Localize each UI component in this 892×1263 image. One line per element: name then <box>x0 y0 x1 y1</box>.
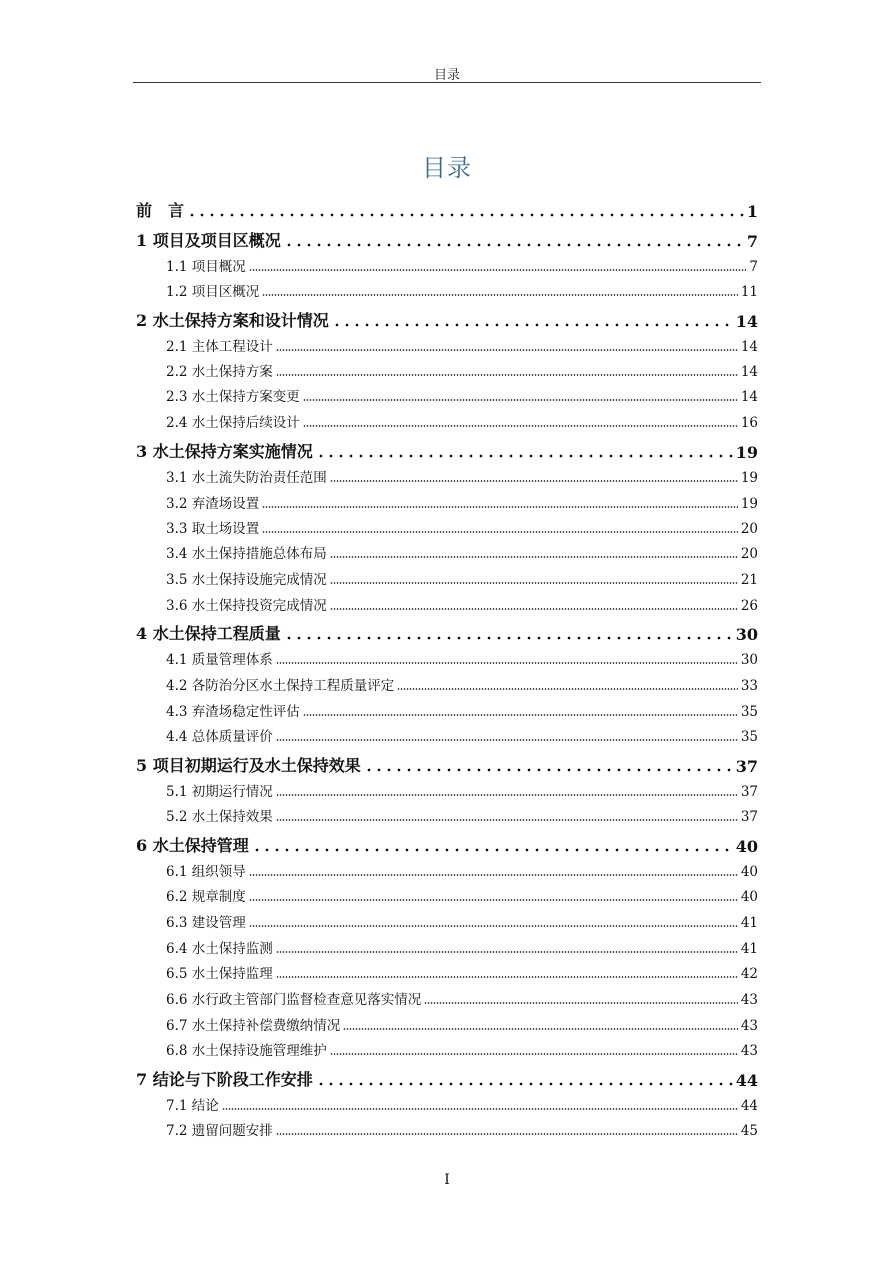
toc-dot-leader <box>222 1108 738 1110</box>
toc-dot-leader <box>316 1082 733 1086</box>
toc-entry-page: 7 <box>746 232 758 251</box>
toc-entry-label: 6.2 规章制度 <box>166 889 246 905</box>
toc-entry-page: 14 <box>740 364 758 380</box>
toc-entry-page: 14 <box>740 339 758 355</box>
toc-section-entry[interactable] <box>166 1039 758 1059</box>
toc-entry-label: 1.1 项目概况 <box>166 259 246 275</box>
toc-dot-leader <box>276 662 738 664</box>
toc-chapter-entry[interactable] <box>136 197 758 221</box>
toc-section-entry[interactable] <box>166 988 758 1008</box>
toc-chapter-entry[interactable] <box>136 227 758 251</box>
toc-dot-leader <box>249 269 747 271</box>
toc-section-entry[interactable] <box>166 568 758 588</box>
toc-entry-label: 6.4 水土保持监测 <box>166 941 273 957</box>
toc-entry-label: 6 水土保持管理 <box>136 836 249 855</box>
toc-entry-label: 7.1 结论 <box>166 1098 219 1114</box>
toc-section-entry[interactable] <box>166 492 758 512</box>
toc-section-entry[interactable] <box>166 962 758 982</box>
toc-entry-label: 1.2 项目区概况 <box>166 284 260 300</box>
toc-dot-leader <box>262 531 738 533</box>
toc-dot-leader <box>262 506 738 508</box>
toc-dot-leader <box>284 243 744 247</box>
toc-entry-page: 37 <box>740 809 758 825</box>
toc-section-entry[interactable] <box>166 937 758 957</box>
toc-entry-label: 6.6 水行政主管部门监督检查意见落实情况 <box>166 992 422 1008</box>
toc-dot-leader <box>330 1053 738 1055</box>
toc-dot-leader <box>424 1002 738 1004</box>
toc-chapter-entry[interactable] <box>136 832 758 856</box>
toc-entry-label: 6.7 水土保持补偿费缴纳情况 <box>166 1018 341 1034</box>
toc-section-entry[interactable] <box>166 885 758 905</box>
toc-entry-label: 6.1 组织领导 <box>166 864 246 880</box>
toc-section-entry[interactable] <box>166 1119 758 1139</box>
toc-dot-leader <box>249 874 738 876</box>
toc-entry-page: 44 <box>740 1098 758 1114</box>
toc-dot-leader <box>249 899 738 901</box>
toc-entry-label: 3.4 水土保持措施总体布局 <box>166 546 327 562</box>
toc-chapter-entry[interactable] <box>136 307 758 331</box>
toc-entry-page: 1 <box>746 202 758 221</box>
page-number: I <box>444 1172 450 1188</box>
toc-entry-label: 2.4 水土保持后续设计 <box>166 415 300 431</box>
toc-dot-leader <box>284 636 733 640</box>
toc-entry-page: 19 <box>740 470 758 486</box>
toc-entry-label: 7.2 遗留问题安排 <box>166 1123 273 1139</box>
toc-entry-page: 21 <box>740 572 758 588</box>
toc-entry-page: 43 <box>740 1043 758 1059</box>
toc-entry-label: 7 结论与下阶段工作安排 <box>136 1070 313 1089</box>
toc-entry-label: 2 水土保持方案和设计情况 <box>136 311 329 330</box>
toc-dot-leader <box>316 454 733 458</box>
toc-entry-page: 19 <box>735 443 758 462</box>
toc-dot-leader <box>276 951 738 953</box>
toc-chapter-entry[interactable] <box>136 752 758 776</box>
toc-section-entry[interactable] <box>166 255 758 275</box>
toc-entry-label: 4.1 质量管理体系 <box>166 652 273 668</box>
toc-chapter-entry[interactable] <box>136 438 758 462</box>
toc-entry-page: 33 <box>740 678 758 694</box>
toc-entry-label: 6.8 水土保持设施管理维护 <box>166 1043 327 1059</box>
toc-dot-leader <box>303 399 738 401</box>
toc-dot-leader <box>330 582 738 584</box>
toc-section-entry[interactable] <box>166 411 758 431</box>
toc-section-entry[interactable] <box>166 725 758 745</box>
toc-entry-page: 26 <box>740 598 758 614</box>
toc-entry-label: 4.4 总体质量评价 <box>166 729 273 745</box>
toc-dot-leader <box>276 819 738 821</box>
toc-entry-page: 45 <box>740 1123 758 1139</box>
toc-entry-page: 44 <box>735 1071 758 1090</box>
toc-entry-label: 3.2 弃渣场设置 <box>166 496 260 512</box>
toc-dot-leader <box>330 608 738 610</box>
toc-entry-page: 11 <box>740 284 758 300</box>
toc-entry-page: 41 <box>740 915 758 931</box>
toc-section-entry[interactable] <box>166 700 758 720</box>
toc-dot-leader <box>276 349 738 351</box>
toc-section-entry[interactable] <box>166 542 758 562</box>
toc-section-entry[interactable] <box>166 805 758 825</box>
toc-entry-label: 6.5 水土保持监理 <box>166 966 273 982</box>
toc-section-entry[interactable] <box>166 517 758 537</box>
toc-section-entry[interactable] <box>166 360 758 380</box>
toc-entry-page: 20 <box>740 546 758 562</box>
toc-entry-label: 4.3 弃渣场稳定性评估 <box>166 704 300 720</box>
toc-entry-page: 16 <box>740 415 758 431</box>
toc-entry-page: 19 <box>740 496 758 512</box>
toc-entry-page: 14 <box>740 389 758 405</box>
toc-entry-label: 4 水土保持工程质量 <box>136 624 281 643</box>
toc-entry-page: 7 <box>749 259 758 275</box>
toc-entry-page: 14 <box>735 312 758 331</box>
toc-entry-label: 5.1 初期运行情况 <box>166 784 273 800</box>
toc-section-entry[interactable] <box>166 280 758 300</box>
toc-entry-page: 35 <box>740 704 758 720</box>
toc-dot-leader <box>397 688 738 690</box>
toc-dot-leader <box>276 374 738 376</box>
toc-dot-leader <box>187 213 744 217</box>
toc-entry-page: 40 <box>735 837 758 856</box>
toc-entry-label: 3 水土保持方案实施情况 <box>136 442 313 461</box>
toc-dot-leader <box>276 739 738 741</box>
toc-entry-label: 2.1 主体工程设计 <box>166 339 273 355</box>
toc-entry-label: 5 项目初期运行及水土保持效果 <box>136 756 361 775</box>
toc-entry-page: 43 <box>740 992 758 1008</box>
toc-entry-page: 30 <box>735 625 758 644</box>
toc-section-entry[interactable] <box>166 860 758 880</box>
toc-section-entry[interactable] <box>166 648 758 668</box>
toc-dot-leader <box>276 794 738 796</box>
toc-section-entry[interactable] <box>166 594 758 614</box>
toc-dot-leader <box>343 1028 738 1030</box>
toc-dot-leader <box>303 714 738 716</box>
toc-dot-leader <box>276 976 738 978</box>
toc-dot-leader <box>262 294 738 296</box>
toc-dot-leader <box>330 480 738 482</box>
toc-entry-label: 2.3 水土保持方案变更 <box>166 389 300 405</box>
toc-entry-label: 前 言 <box>136 201 185 220</box>
toc-dot-leader <box>276 1133 738 1135</box>
toc-dot-leader <box>252 848 733 852</box>
toc-dot-leader <box>249 925 738 927</box>
toc-entry-page: 20 <box>740 521 758 537</box>
toc-section-entry[interactable] <box>166 466 758 486</box>
toc-entry-page: 41 <box>740 941 758 957</box>
toc-entry-page: 30 <box>740 652 758 668</box>
toc-section-entry[interactable] <box>166 1014 758 1034</box>
toc-entry-label: 6.3 建设管理 <box>166 915 246 931</box>
toc-entry-page: 42 <box>740 966 758 982</box>
toc-entry-label: 3.5 水土保持设施完成情况 <box>166 572 327 588</box>
toc-entry-page: 37 <box>735 757 758 776</box>
toc-section-entry[interactable] <box>166 335 758 355</box>
toc-entry-label: 4.2 各防治分区水土保持工程质量评定 <box>166 678 395 694</box>
toc-chapter-entry[interactable] <box>136 620 758 644</box>
toc-entry-label: 5.2 水土保持效果 <box>166 809 273 825</box>
toc-chapter-entry[interactable] <box>136 1066 758 1090</box>
toc-entry-page: 40 <box>740 889 758 905</box>
toc-dot-leader <box>364 768 733 772</box>
toc-entry-label: 1 项目及项目区概况 <box>136 231 281 250</box>
toc-entry-page: 40 <box>740 864 758 880</box>
toc-dot-leader <box>332 323 733 327</box>
toc-entry-page: 43 <box>740 1018 758 1034</box>
toc-section-entry[interactable] <box>166 780 758 800</box>
toc-title: 目录 <box>422 154 472 182</box>
toc-entry-page: 35 <box>740 729 758 745</box>
toc-section-entry[interactable] <box>166 674 758 694</box>
running-header: 目录 <box>433 68 460 83</box>
toc-entry-label: 3.1 水土流失防治责任范围 <box>166 470 327 486</box>
toc-dot-leader <box>330 556 738 558</box>
toc-entry-label: 3.3 取土场设置 <box>166 521 260 537</box>
toc-entry-label: 2.2 水土保持方案 <box>166 364 273 380</box>
toc-dot-leader <box>303 425 738 427</box>
toc-entry-label: 3.6 水土保持投资完成情况 <box>166 598 327 614</box>
toc-entry-page: 37 <box>740 784 758 800</box>
toc-section-entry[interactable] <box>166 1094 758 1114</box>
toc-section-entry[interactable] <box>166 911 758 931</box>
toc-section-entry[interactable] <box>166 385 758 405</box>
